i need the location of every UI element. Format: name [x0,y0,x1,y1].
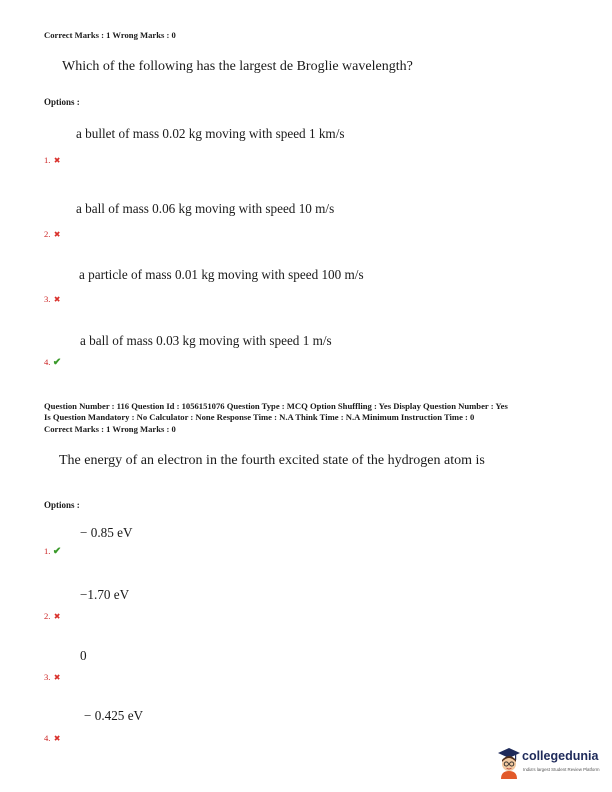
graduate-mascot-icon [496,745,522,779]
q2-option-3-number: 3. ✖ [44,672,61,682]
q2-option-2-number: 2. ✖ [44,611,61,621]
logo-wordmark: collegedunia [522,749,599,763]
wrong-mark-icon: ✖ [53,295,61,304]
q1-option-4-number: 4. ✔ [44,357,62,368]
q1-marks: Correct Marks : 1 Wrong Marks : 0 [44,30,176,40]
q1-question-text: Which of the following has the largest de Broglie wavelength? [62,59,413,74]
collegedunia-logo [496,745,608,781]
q1-option-3-number: 3. ✖ [44,294,61,304]
q1-option-2-text: a ball of mass 0.06 kg moving with speed 10 m/s [76,201,335,216]
q1-options-label: Options : [44,97,80,107]
q2-option-1-text: − 0.85 eV [80,525,133,540]
q1-option-3-text: a particle of mass 0.01 kg moving with speed 100 m/s [79,267,364,282]
correct-mark-icon: ✔ [52,357,62,368]
q1-option-1-text: a bullet of mass 0.02 kg moving with speed 1 km/s [76,126,345,141]
correct-mark-icon: ✔ [52,546,62,557]
wrong-mark-icon: ✖ [53,734,61,743]
wrong-mark-icon: ✖ [53,230,61,239]
q1-option-1-number: 1. ✖ [44,155,61,165]
logo-tagline: India's largest Student Review Platform [523,767,600,772]
wrong-mark-icon: ✖ [53,673,61,682]
q1-option-4-text: a ball of mass 0.03 kg moving with speed 1 m/s [80,333,332,348]
q2-marks: Correct Marks : 1 Wrong Marks : 0 [44,424,176,434]
wrong-mark-icon: ✖ [53,612,61,621]
q2-option-4-text: − 0.425 eV [84,708,144,723]
wrong-mark-icon: ✖ [53,156,61,165]
q2-meta-line-1: Question Number : 116 Question Id : 1056151076 Question Type : MCQ Option Shuffling : Yes Display Question Number : Yes [44,401,508,411]
q2-option-1-number: 1. ✔ [44,546,62,557]
q2-option-2-text: −1.70 eV [80,587,130,602]
q2-options-label: Options : [44,500,80,510]
q2-meta-line-2: Is Question Mandatory : No Calculator : None Response Time : N.A Think Time : N.A Minimum Instruction Time : 0 [44,412,475,422]
q1-option-2-number: 2. ✖ [44,229,61,239]
q2-option-4-number: 4. ✖ [44,733,61,743]
q2-option-3-text: 0 [80,648,87,663]
q2-question-text: The energy of an electron in the fourth excited state of the hydrogen atom is [59,453,485,468]
